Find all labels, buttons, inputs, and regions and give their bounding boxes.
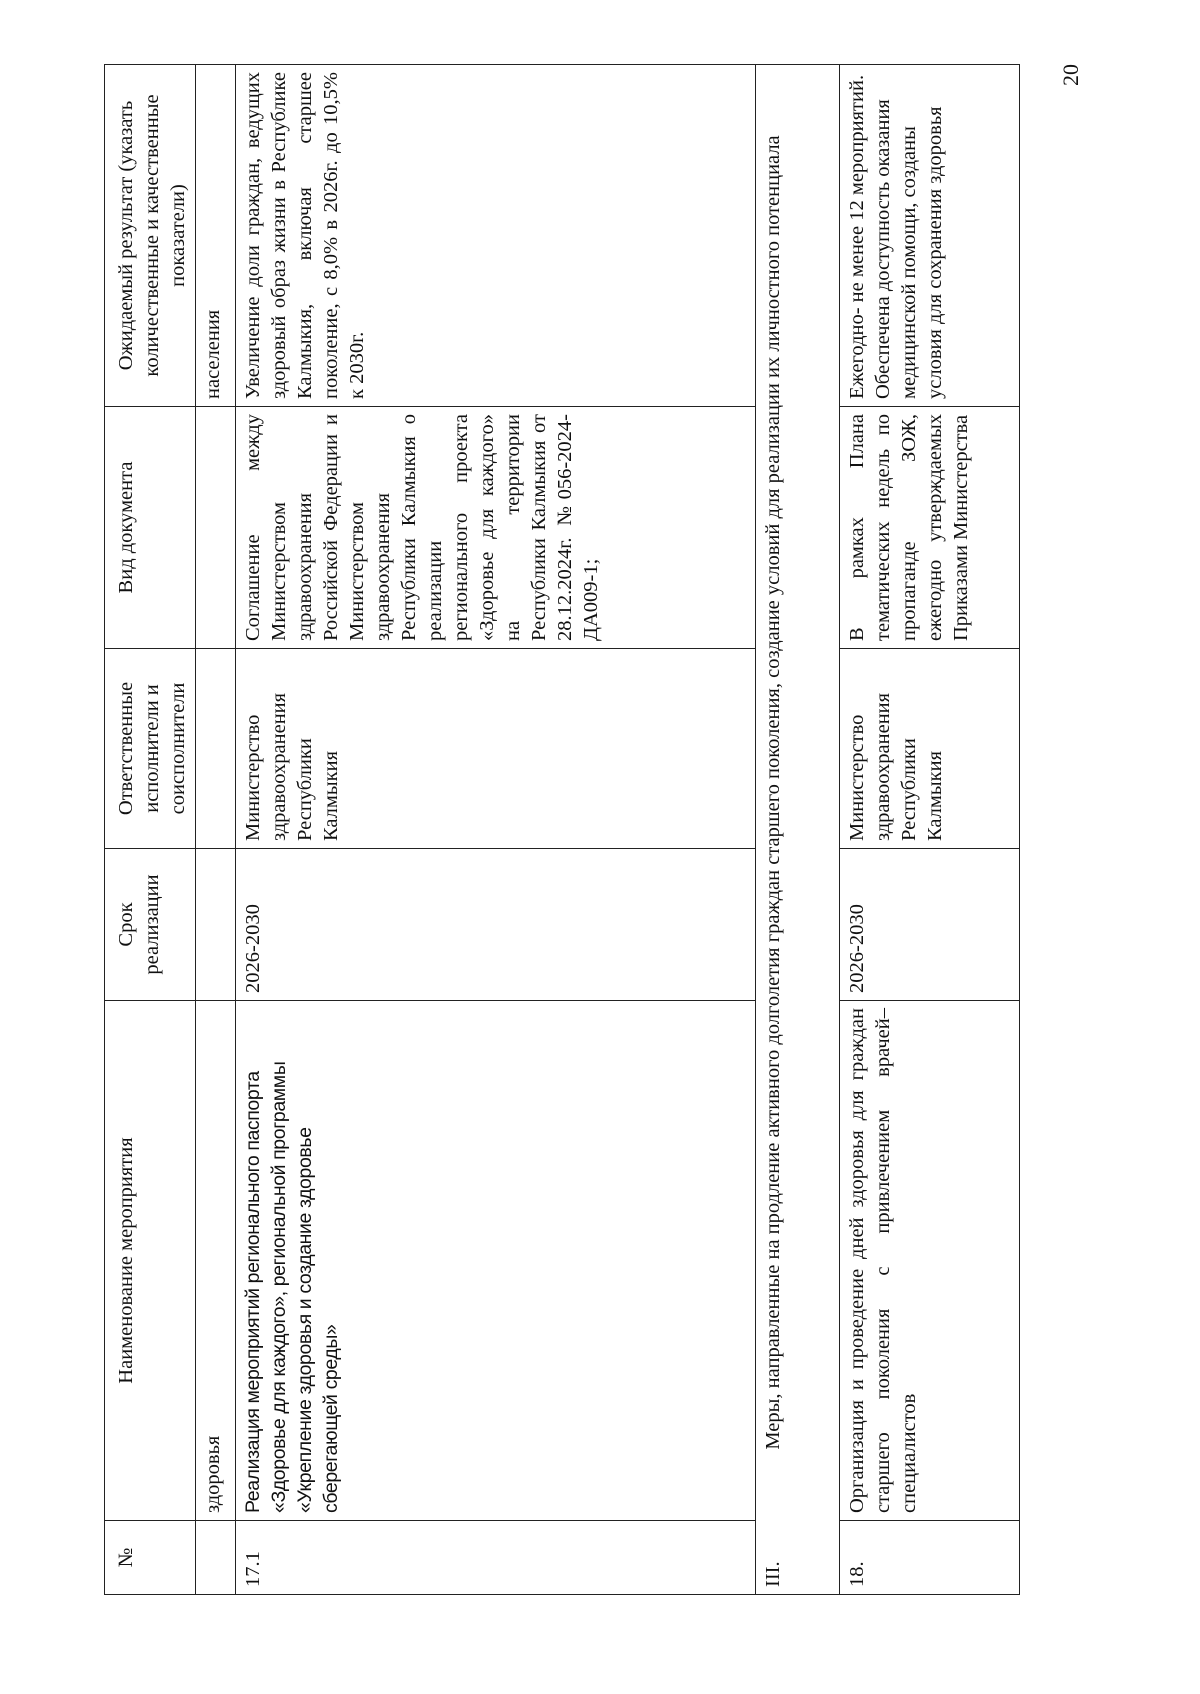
cell-num [196,1521,236,1595]
section-number: III. [762,1561,784,1587]
cell-result: населения [196,65,236,407]
cell-name: Организация и проведение дней здоровья для граждан старшего поколения с привлечением врачей–специалистов [840,1001,1020,1521]
cell-name: Реализация мероприятий регионального паспорта «Здоровье для каждого», региональной программы «Укрепление здоровья и создание здоровье сберегающей среды» [236,1001,756,1521]
rotated-page [104,65,1044,1595]
header-responsible: Ответственные исполнители и соисполнители [105,649,196,849]
header-name: Наименование мероприятия [105,1001,196,1521]
cell-responsible [196,649,236,849]
cell-responsible: Министерство здравоохранения Республики Калмыкия [236,649,756,849]
header-document: Вид документа [105,407,196,649]
header-term: Срок реализации [105,849,196,1001]
cell-document [196,407,236,649]
cell-num: 18. [840,1521,1020,1595]
table-row [236,65,756,1595]
section-title: Меры, направленные на продление активного долголетия граждан старшего поколения, создание условий для реализации их личностного потенциала [762,135,784,1450]
table-header-row [105,65,196,1595]
cell-result: Увеличение доли граждан, ведущих здоровый образ жизни в Республике Калмыкия, включая старшее поколение, с 8,0% в 2026г. до 10,5% к 2030г. [236,65,756,407]
measures-table [104,64,1020,1595]
table-row [196,65,236,1595]
cell-term: 2026-2030 [840,849,1020,1001]
cell-name: здоровья [196,1001,236,1521]
header-result: Ожидаемый результат (указать количественные и качественные показатели) [105,65,196,407]
cell-term: 2026-2030 [236,849,756,1001]
section-row [756,65,840,1595]
cell-document: Соглашение между Министерством здравоохранения Российской Федерации и Министерством здравоохранения Республики Калмыкия о реализации регионального проекта «Здоровье для каждого» на территории Республики Калмыкия от 28.12.2024г. №056-2024-ДА009-1; [236,407,756,649]
cell-result: Ежегодно- не менее 12 мероприятий. Обеспечена доступность оказания медицинской помощи, созданы условия для сохранения здоровья [840,65,1020,407]
section-cell [756,65,840,1595]
cell-responsible: Министерство здравоохранения Республики Калмыкия [840,649,1020,849]
cell-num: 17.1 [236,1521,756,1595]
page-number: 20 [1058,64,1083,86]
cell-term [196,849,236,1001]
table-row [840,65,1020,1595]
cell-document: В рамках Плана тематических недель по пропаганде ЗОЖ, ежегодно утверждаемых Приказами Министерства [840,407,1020,649]
header-num: № [105,1521,196,1595]
